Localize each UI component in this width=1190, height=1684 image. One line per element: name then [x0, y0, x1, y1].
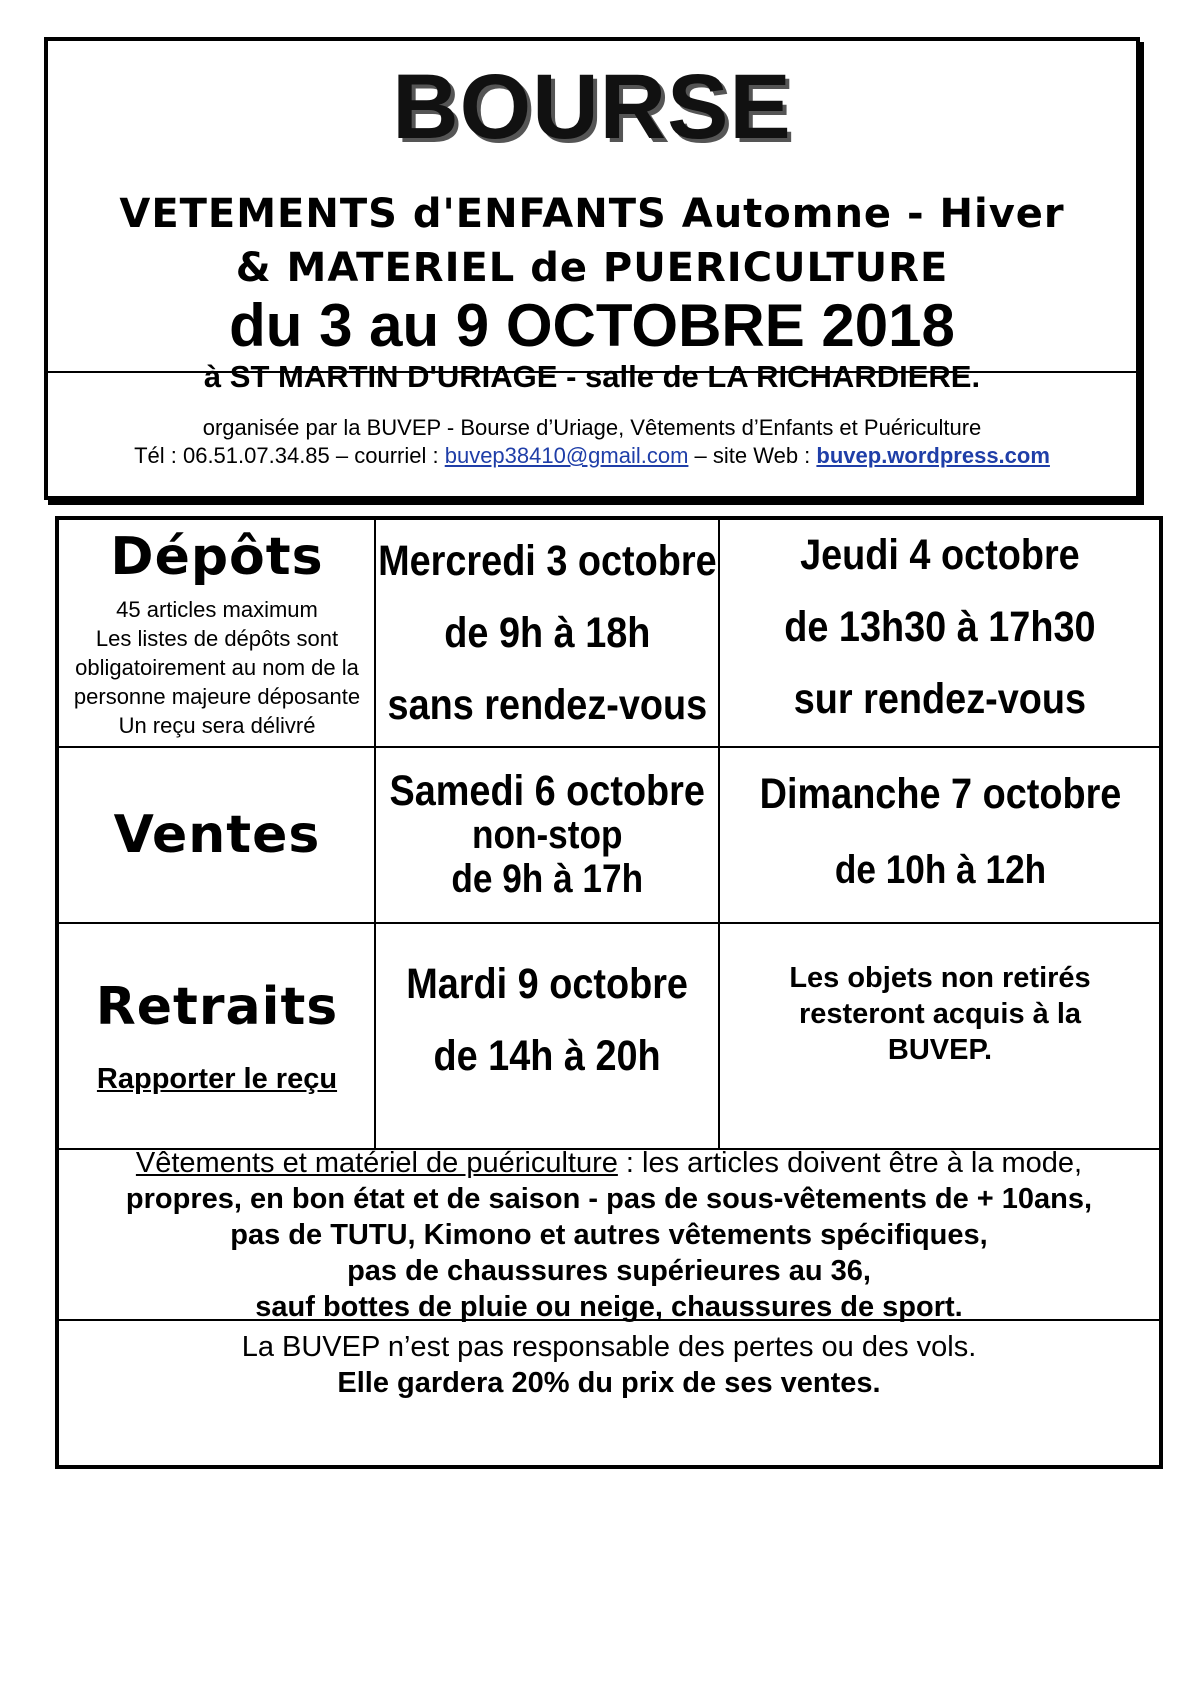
ventes-day2-hours: de 10h à 12h — [834, 848, 1046, 892]
header-divider — [48, 371, 1136, 373]
site-prefix: – site Web : — [688, 443, 817, 468]
ventes-label: Ventes — [113, 805, 321, 865]
website-link[interactable]: buvep.wordpress.com — [816, 443, 1050, 468]
event-place: à ST MARTIN D'URIAGE - salle de LA RICHARDIERE. — [203, 359, 981, 394]
retraits-info-line: Les objets non retirés — [789, 962, 1091, 994]
depots-note: obligatoirement au nom de la — [75, 654, 359, 680]
depots-note: Un reçu sera délivré — [118, 712, 316, 738]
email-link[interactable]: buvep38410@gmail.com — [444, 443, 689, 468]
footer-block — [59, 1321, 1159, 1465]
ventes-day1-date: Samedi 6 octobre — [389, 767, 706, 815]
conditions-line-5: sauf bottes de pluie ou neige, chaussures de sport. — [255, 1290, 963, 1323]
subtitle-equipment: & MATERIEL de PUERICULTURE — [235, 245, 949, 291]
depots-day2-hours: de 13h30 à 17h30 — [784, 603, 1096, 651]
depots-day1 — [378, 525, 717, 741]
depots-note: 45 articles maximum — [116, 596, 318, 622]
ventes-day1-note: non-stop — [472, 813, 623, 857]
depots-note: Les listes de dépôts sont — [95, 625, 339, 651]
retraits-info-cell — [720, 924, 1160, 1148]
depots-day2 — [784, 519, 1095, 735]
conditions-line-2: propres, en bon état et de saison - pas de sous-vêtements de + 10ans, — [125, 1182, 1093, 1215]
retraits-sublabel: Rapporter le reçu — [96, 1062, 338, 1095]
ventes-day2 — [759, 756, 1121, 908]
event-dates: du 3 au 9 OCTOBRE 2018 — [229, 292, 955, 359]
depots-day1-hours: de 9h à 18h — [444, 609, 651, 657]
ventes-day2-cell — [720, 748, 1160, 922]
ventes-day1-cell — [376, 748, 719, 922]
depots-day1-note: sans rendez-vous — [387, 681, 708, 729]
depots-day2-date: Jeudi 4 octobre — [800, 531, 1080, 579]
retraits-day1-cell — [376, 924, 719, 1148]
organizer-text: organisée par la BUVEP - Bourse d’Uriage, Vêtements d’Enfants et Puériculture — [202, 415, 982, 440]
phone-text: Tél : 06.51.07.34.85 – courriel : — [134, 443, 445, 468]
ventes-day1 — [390, 769, 705, 901]
schedule-table — [55, 516, 1163, 1469]
depots-day2-note: sur rendez-vous — [793, 675, 1087, 723]
conditions-line-1 — [136, 1145, 1082, 1181]
depots-label-cell — [59, 520, 375, 746]
depots-day1-cell — [376, 520, 719, 746]
conditions-block — [59, 1146, 1159, 1323]
ventes-day2-date: Dimanche 7 octobre — [759, 770, 1121, 818]
retraits-label-cell — [59, 924, 375, 1148]
conditions-line-4: pas de chaussures supérieures au 36, — [347, 1254, 871, 1287]
depots-day2-cell — [720, 520, 1160, 746]
header-top — [48, 41, 1136, 395]
contact-line — [48, 443, 1136, 469]
retraits-info-line: resteront acquis à la — [798, 998, 1082, 1030]
conditions-heading: Vêtements et matériel de puériculture — [135, 1146, 618, 1179]
retraits-day1 — [407, 948, 689, 1092]
retraits-label: Retraits — [95, 976, 339, 1037]
depots-label: Dépôts — [110, 526, 324, 587]
footer-line-1: La BUVEP n’est pas responsable des pertes ou des vols. — [241, 1331, 977, 1363]
depots-note: personne majeure déposante — [73, 683, 361, 709]
retraits-day1-date: Mardi 9 octobre — [406, 960, 689, 1008]
conditions-line1-rest: : les articles doivent être à la mode, — [617, 1146, 1083, 1179]
retraits-info-line: BUVEP. — [887, 1034, 993, 1066]
retraits-info — [789, 960, 1090, 1068]
depots-notes — [74, 595, 360, 740]
header-box — [44, 37, 1140, 500]
poster-title: BOURSE — [392, 56, 792, 158]
ventes-day1-hours: de 9h à 17h — [451, 857, 644, 901]
conditions-line-3: pas de TUTU, Kimono et autres vêtements spécifiques, — [230, 1218, 988, 1251]
subtitle-clothing: VETEMENTS d'ENFANTS Automne - Hiver — [119, 191, 1065, 237]
depots-day1-date: Mercredi 3 octobre — [378, 537, 717, 585]
footer-line-2: Elle gardera 20% du prix de ses ventes. — [337, 1367, 881, 1399]
ventes-label-cell — [59, 748, 375, 922]
retraits-day1-hours: de 14h à 20h — [433, 1032, 662, 1080]
